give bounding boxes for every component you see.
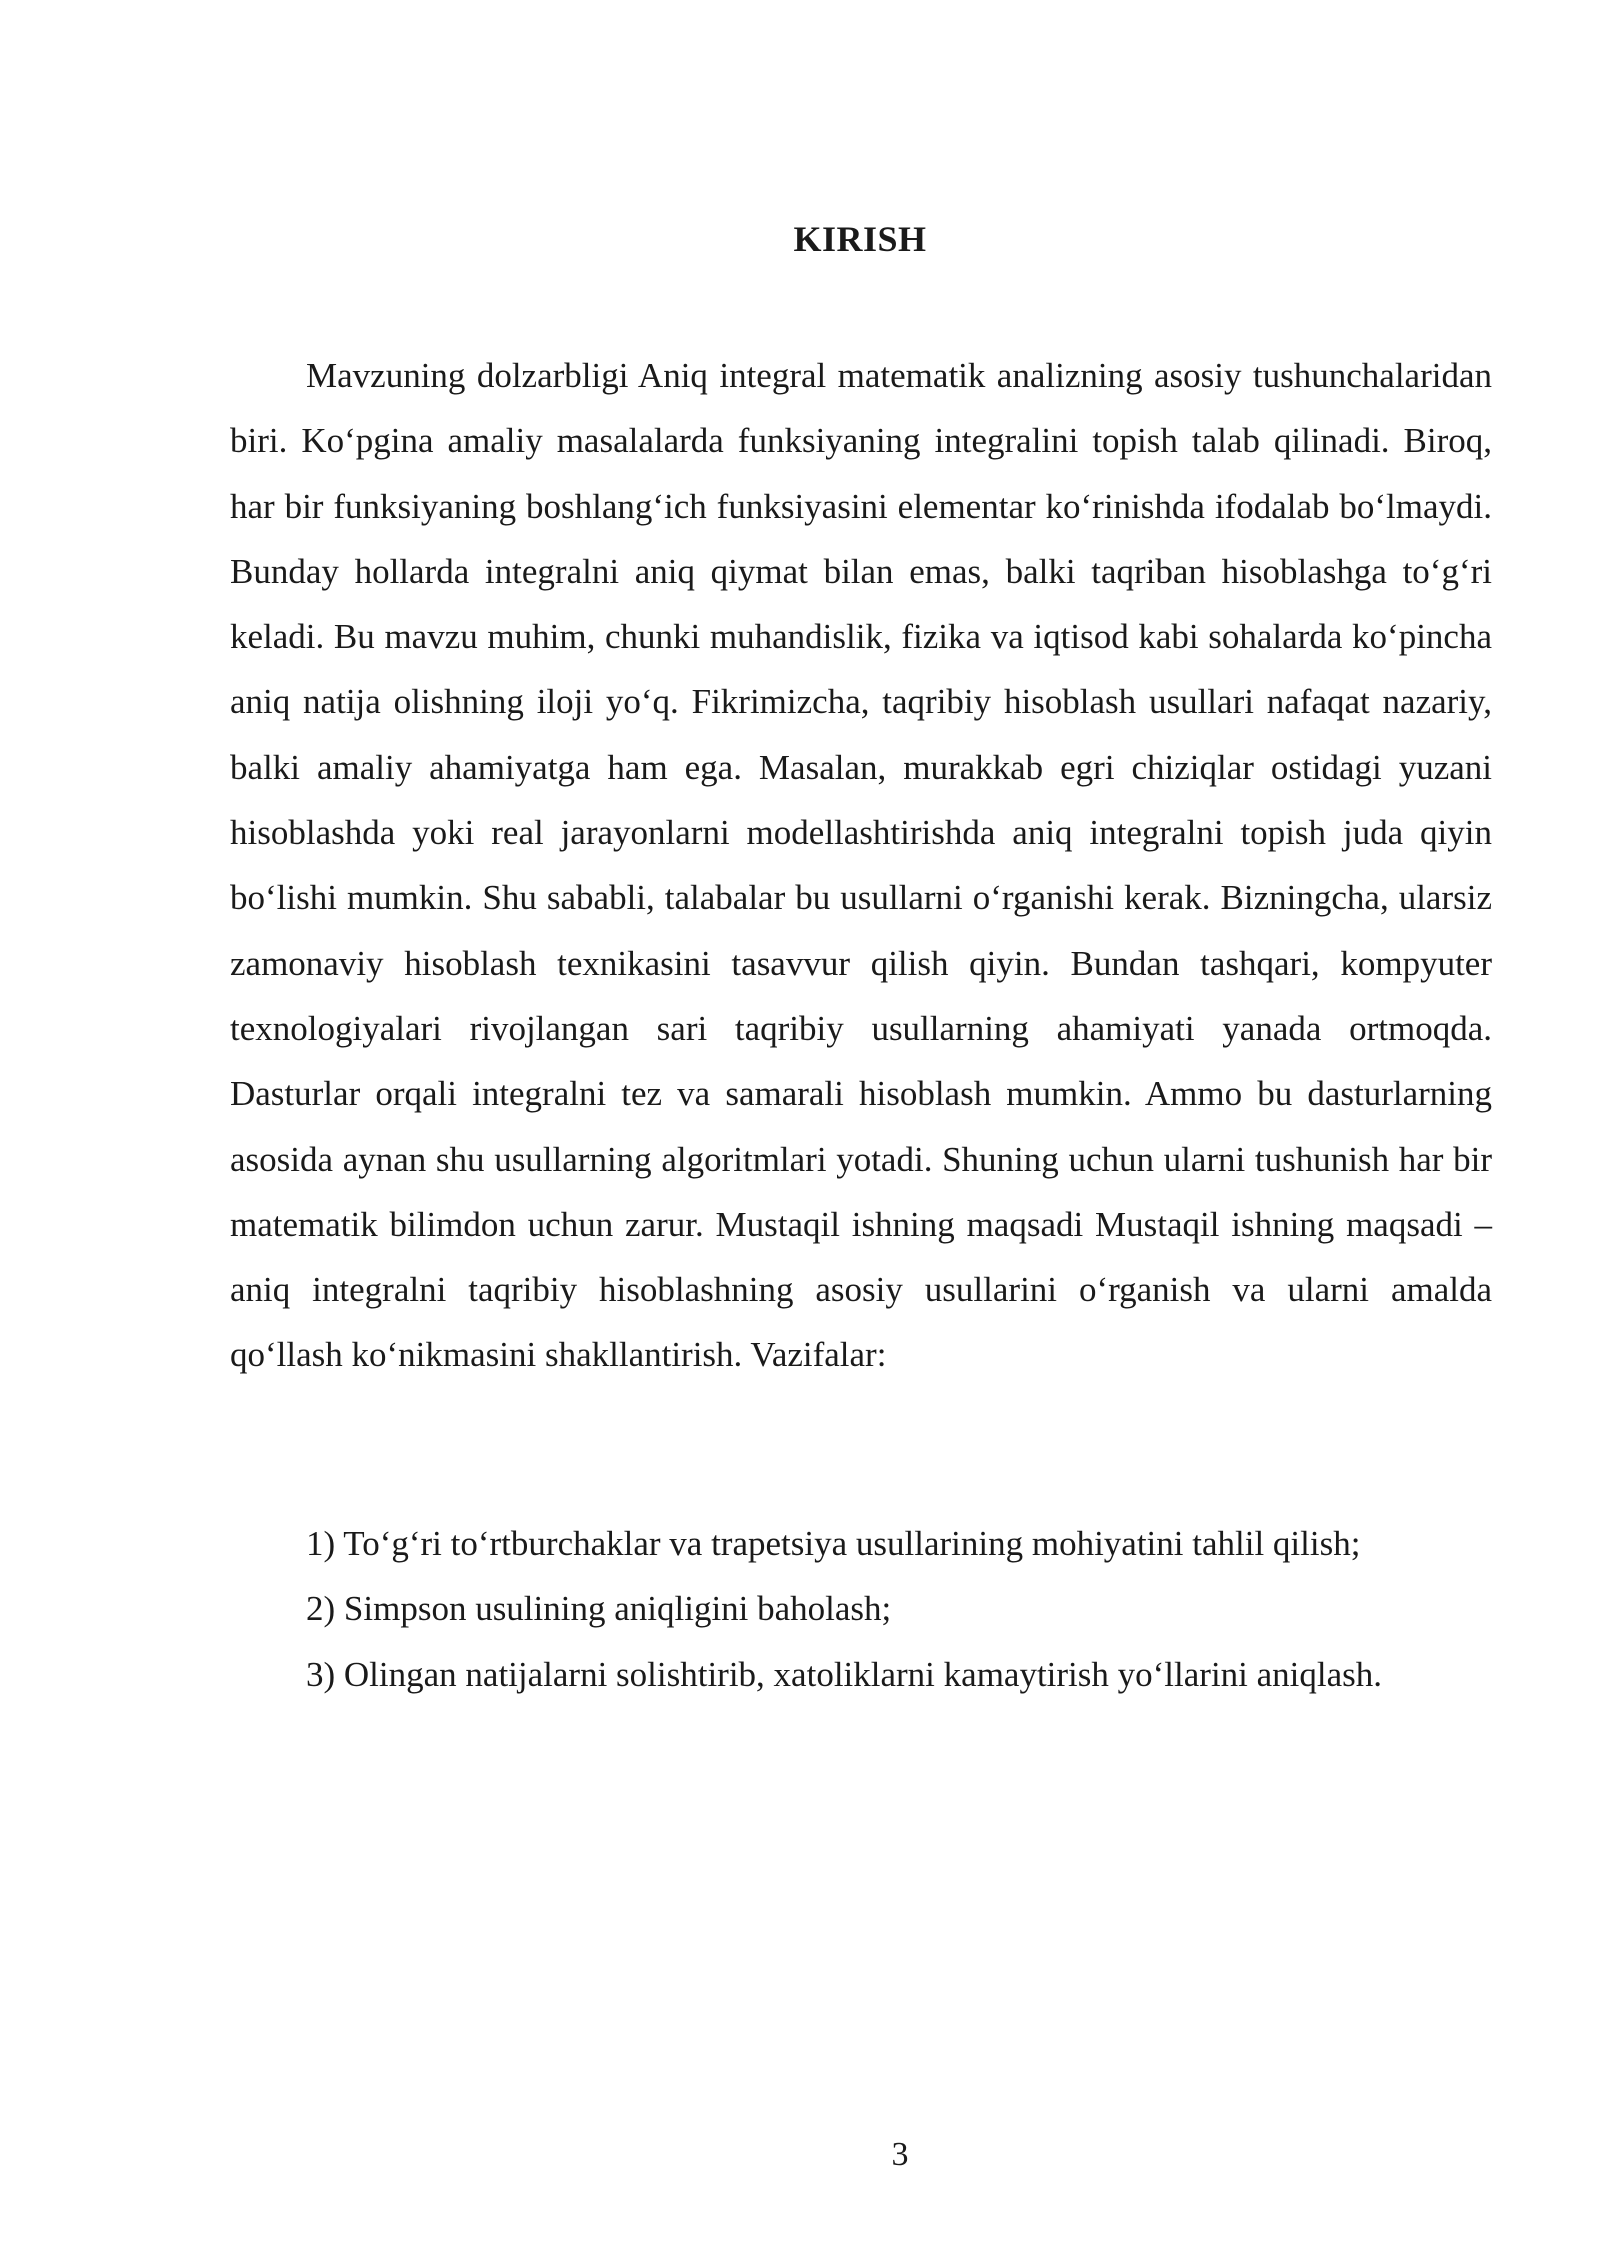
page-number: 3 — [891, 2136, 909, 2173]
task-item: 1) To‘g‘ri to‘rtburchaklar va trapetsiya usullarining mohiyatini tahlil qilish; — [306, 1524, 1361, 1563]
task-item: 2) Simpson usulining aniqligini baholash; — [306, 1589, 892, 1629]
task-list — [306, 1511, 1506, 1707]
section-heading: KIRISH — [793, 219, 927, 259]
task-item: 3) Olingan natijalarni solishtirib, xatoliklarni kamaytirish yo‘llarini aniqlash. — [306, 1654, 1383, 1694]
intro-paragraph: Mavzuning dolzarbligi Aniq integral matematik analizning asosiy tushunchalaridan biri. Ko‘pgina amaliy masalalarda funksiyaning integralini topish talab qilinadi. Biroq, har bir funksiyaning boshlang‘ich funksiyasini elementar ko‘rinishda ifodalab bo‘lmaydi. Bunday hollarda integralni aniq qiymat bilan emas, balki taqriban hisoblashga to‘g‘ri keladi. Bu mavzu muhim, chunki muhandislik, fizika va iqtisod kabi sohalarda ko‘pincha aniq natija olishning iloji yo‘q. Fikrimizcha, taqribiy hisoblash usullari nafaqat nazariy, balki amaliy ahamiyatga ham ega. Masalan, murakkab egri chiziqlar ostidagi yuzani hisoblashda yoki real jarayonlarni modellashtirishda aniq integralni topish juda qiyin bo‘lishi mumkin. Shu sababli, talabalar bu usullarni o‘rganishi kerak. Bizningcha, ularsiz zamonaviy hisoblash texnikasini tasavvur qilish qiyin. Bundan tashqari, kompyuter texnologiyalari rivojlangan sari taqribiy usullarning ahamiyati yanada ortmoqda. Dasturlar orqali integralni tez va samarali hisoblash mumkin. Ammo bu dasturlarning asosida aynan shu usullarning algoritmlari yotadi. Shuning uchun ularni tushunish har bir matematik bilimdon uchun zarur. Mustaqil ishning maqsadi Mustaqil ishning maqsadi – aniq integralni taqribiy hisoblashning asosiy usullarini o‘rganish va ularni amalda qo‘llash ko‘nikmasini shakllantirish. Vazifalar: — [230, 356, 1492, 1375]
